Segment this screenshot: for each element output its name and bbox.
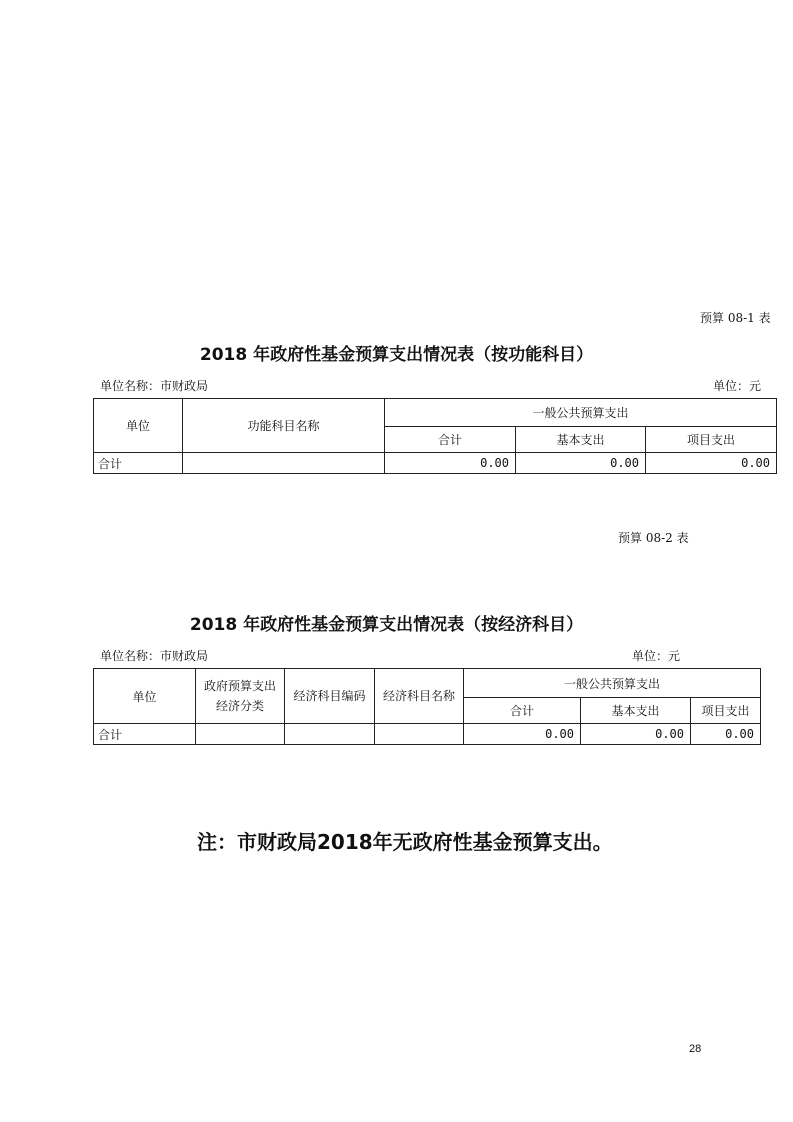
table2-header-econ-code: 经济科目编码 <box>285 669 375 724</box>
table1-row-total: 0.00 <box>385 453 516 474</box>
table2-row-basic: 0.00 <box>581 724 691 745</box>
table1-header-project: 项目支出 <box>646 427 777 453</box>
table1-title: 2018 年政府性基金预算支出情况表（按功能科目） <box>199 345 594 365</box>
table-row <box>94 453 777 474</box>
table1-header-total: 合计 <box>385 427 516 453</box>
table2-header-dept: 单位 <box>94 669 196 724</box>
table2-row-econ-name <box>375 724 464 745</box>
table2-header-econ-name: 经济科目名称 <box>375 669 464 724</box>
table2 <box>93 668 761 745</box>
page-number: 28 <box>689 1043 702 1055</box>
table1-header-func-name: 功能科目名称 <box>183 399 385 453</box>
table1-row-project: 0.00 <box>646 453 777 474</box>
table-row <box>94 724 761 745</box>
table2-row-gov-class <box>196 724 285 745</box>
table2-code: 预算 08-2 表 <box>618 531 689 545</box>
table1-header-dept: 单位 <box>94 399 183 453</box>
table2-header-group: 一般公共预算支出 <box>464 669 761 698</box>
table2-header-gov-class: 政府预算支出经济分类 <box>196 669 285 724</box>
table2-row-total: 0.00 <box>464 724 581 745</box>
table2-unit-name: 单位名称：市财政局 <box>100 649 209 663</box>
table1-unit-name: 单位名称：市财政局 <box>100 379 209 393</box>
table1-row-label: 合计 <box>94 453 183 474</box>
table1-header-basic: 基本支出 <box>516 427 646 453</box>
table2-title: 2018 年政府性基金预算支出情况表（按经济科目） <box>189 615 584 635</box>
table2-row-econ-code <box>285 724 375 745</box>
table2-header-basic: 基本支出 <box>581 698 691 724</box>
table1-row-name <box>183 453 385 474</box>
table1-row-basic: 0.00 <box>516 453 646 474</box>
table2-header-total: 合计 <box>464 698 581 724</box>
table2-header-project: 项目支出 <box>691 698 761 724</box>
note-text: 注：市财政局2018年无政府性基金预算支出。 <box>197 830 613 854</box>
table2-unit: 单位：元 <box>632 649 681 663</box>
table1 <box>93 398 777 474</box>
table2-row-project: 0.00 <box>691 724 761 745</box>
table1-header-group: 一般公共预算支出 <box>385 399 777 427</box>
table1-unit: 单位：元 <box>713 379 762 393</box>
table1-code: 预算 08-1 表 <box>700 311 771 325</box>
table2-row-label: 合计 <box>94 724 196 745</box>
